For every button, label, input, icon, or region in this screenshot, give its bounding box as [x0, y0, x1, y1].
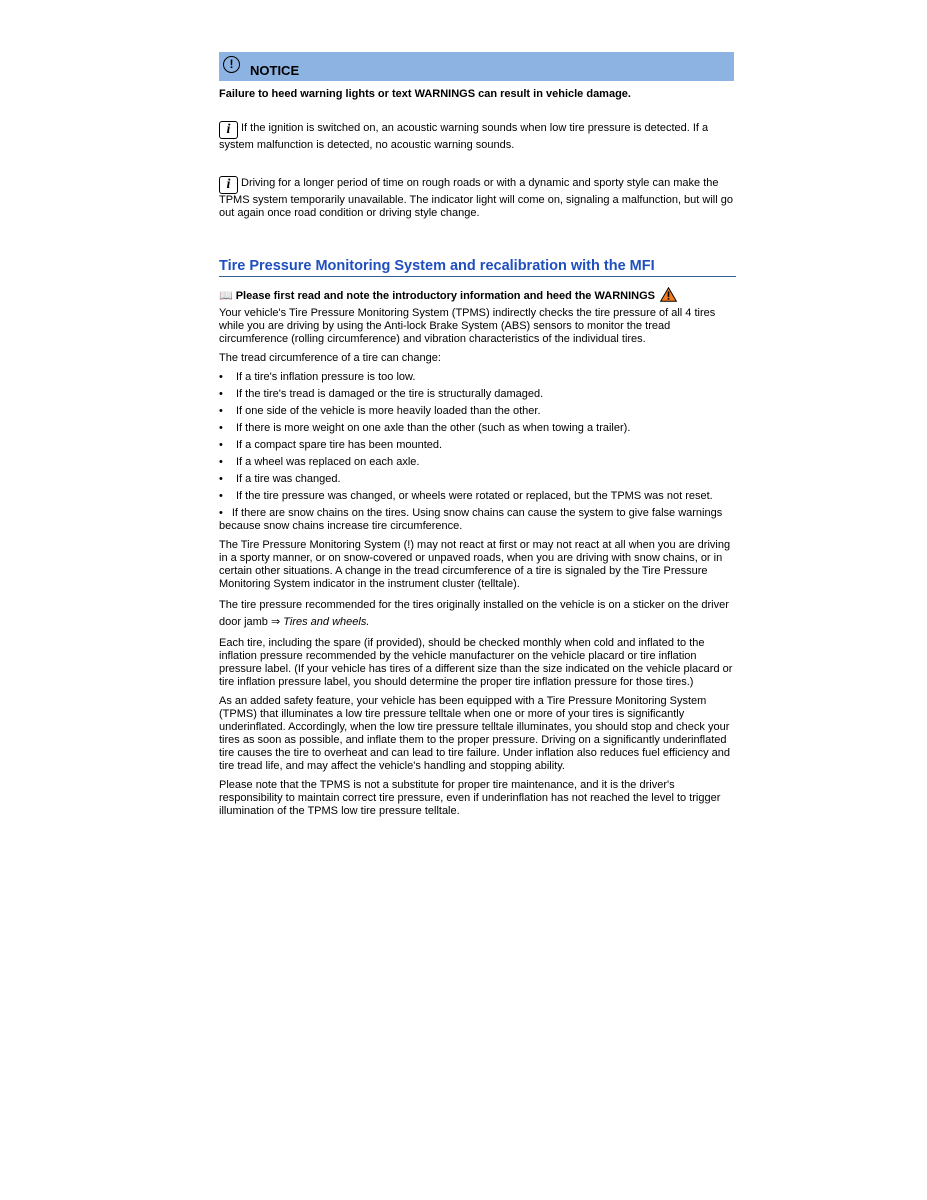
read-first-line	[219, 287, 734, 303]
info-note	[219, 121, 734, 152]
paragraph-sticker: The tire pressure recommended for the tires originally installed on the vehicle is on a sticker on the driver door jamb ⇒ Tires and wheels.	[219, 599, 729, 628]
manual-page	[219, 52, 734, 818]
paragraph-safety-feature: As an added safety feature, your vehicle has been equipped with a Tire Pressure Monitoring System (TPMS) that illuminates a low tire pressure telltale when one or more of your tires is significantly underinflated. Accordingly, when the low tire pressure telltale illuminates, you should stop and check your tires as soon as possible, and inflate them to the proper pressure. Driving on a significantly underinflated tire causes the tire to overheat and can lead to tire failure. Under inflation also reduces fuel efficiency and tire tread life, and may affect the vehicle's handling and stopping ability.	[219, 695, 730, 772]
notice-text: Failure to heed warning lights or text WARNINGS can result in vehicle damage.	[219, 88, 631, 100]
list-item: • If a tire was changed.	[219, 473, 341, 485]
arrow-icon: ⇒	[270, 616, 281, 628]
warning-triangle-icon	[660, 287, 677, 302]
list-intro: The tread circumference of a tire can change:	[219, 352, 441, 364]
tires-and-wheels-link[interactable]: Tires and wheels.	[283, 616, 370, 628]
notice-title: NOTICE	[250, 63, 300, 78]
info-icon: i	[219, 176, 238, 194]
list-item: • If the tire's tread is damaged or the tire is structurally damaged.	[219, 388, 544, 400]
intro-paragraph: Your vehicle's Tire Pressure Monitoring System (TPMS) indirectly checks the tire pressure of all 4 tires while you are driving by using the Anti-lock Brake System (ABS) sensors to monitor the tread circumference (rolling circumference) and vibration characteristics of the individual tires.	[219, 307, 716, 345]
list-item: • If one side of the vehicle is more heavily loaded than the other.	[219, 405, 541, 417]
list-item: • If there is more weight on one axle than the other (such as when towing a trailer).	[219, 422, 631, 434]
info-note-text: If the ignition is switched on, an acoustic warning sounds when low tire pressure is detected. If a system malfunction is detected, no acoustic warning sounds.	[219, 122, 709, 151]
info-icon: i	[219, 121, 238, 139]
read-first-text: Please first read and note the introductory information and heed the WARNINGS	[235, 290, 655, 302]
info-note	[219, 176, 734, 220]
paragraph-monthly-check: Each tire, including the spare (if provided), should be checked monthly when cold and inflated to the inflation pressure recommended by the vehicle manufacturer on the vehicle placard or tire inflation pressure label. (If your vehicle has tires of a different size than the size indicated on the vehicle placard or tire inflation pressure label, you should determine the proper tire inflation pressure for those tires.)	[219, 637, 733, 688]
list-item: • If the tire pressure was changed, or wheels were rotated or replaced, but the TPMS was not reset.	[219, 490, 713, 502]
change-list	[219, 371, 734, 533]
list-item: • If a compact spare tire has been mounted.	[219, 439, 443, 451]
info-note-text: Driving for a longer period of time on rough roads or with a dynamic and sporty style can make the TPMS system temporarily unavailable. The indicator light will come on, signaling a malfunction, but will go out again once road condition or driving style change.	[219, 177, 733, 219]
paragraph-tpms-reaction: The Tire Pressure Monitoring System (!) may not react at first or may not react at all when you are driving in a sporty manner, or on snow-covered or unpaved roads, when you are driving with snow chains, or in certain other situations. A change in the tread circumference of a tire is signaled by the Tire Pressure Monitoring System indicator in the instrument cluster (telltale).	[219, 539, 731, 590]
book-icon: 📖	[219, 290, 233, 302]
exclamation-circle-icon: !	[223, 56, 240, 73]
list-item: • If there are snow chains on the tires. Using snow chains can cause the system to give false warnings because snow chains increase tire circumference.	[219, 507, 723, 532]
list-item: • If a wheel was replaced on each axle.	[219, 456, 420, 468]
notice-bar	[219, 52, 734, 81]
section-title: Tire Pressure Monitoring System and recalibration with the MFI	[219, 257, 736, 277]
list-item: • If a tire's inflation pressure is too low.	[219, 371, 416, 383]
paragraph-maintenance: Please note that the TPMS is not a substitute for proper tire maintenance, and it is the driver's responsibility to maintain correct tire pressure, even if underinflation has not reached the level to trigger illumination of the TPMS low tire pressure telltale.	[219, 779, 721, 817]
